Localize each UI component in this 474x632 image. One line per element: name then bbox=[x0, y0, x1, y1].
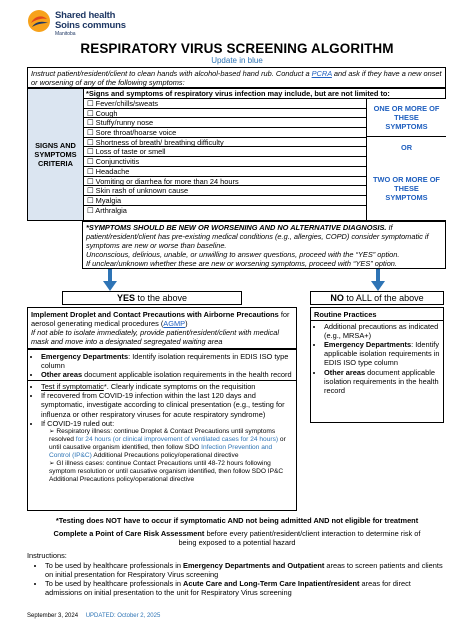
symptom-item[interactable]: ☐ Arthralgia bbox=[87, 205, 127, 215]
instructions-heading: Instructions: bbox=[27, 551, 67, 560]
symptom-item[interactable]: ☐ Fever/chills/sweats bbox=[84, 99, 366, 109]
yes-rest: to the above bbox=[134, 293, 188, 303]
routine-b2-rest: : Identify applicable isolation requirements in EDIS ISO type column bbox=[324, 340, 440, 368]
pcra-note bbox=[27, 529, 447, 547]
signs-symptoms-label: SIGNS AND SYMPTOMS CRITERIA bbox=[28, 89, 84, 220]
routine-title: Routine Practices bbox=[314, 310, 377, 319]
symptom-list bbox=[84, 99, 366, 215]
note-p2: Unconscious, delirious, unable, or unwilling to answer questions, proceed with the “YES” option. bbox=[86, 250, 400, 260]
one-or-more-label: ONE OR MORE OF THESE SYMPTOMS bbox=[367, 99, 446, 137]
implement-precautions-box bbox=[27, 307, 297, 349]
no-bold: NO bbox=[330, 293, 344, 303]
test-if-symptomatic-link[interactable]: Test if symptomatic bbox=[41, 382, 104, 392]
testing-note: *Testing does NOT have to occur if symptomatic AND not being admitted AND not eligible for treatment bbox=[55, 516, 419, 525]
implement-bold: Implement Droplet and Contact Precautions with Airborne Precautions bbox=[31, 310, 279, 319]
symptom-item[interactable]: ☐ Loss of taste or smell bbox=[84, 147, 366, 157]
i1-b: Emergency Departments and Outpatient bbox=[183, 561, 325, 570]
list-item bbox=[41, 419, 293, 484]
implement-italic: If not able to isolate immediately, provide patient/resident/client with medical mask and move into a designated segregated waiting area bbox=[31, 328, 279, 347]
arrow-down-icon bbox=[371, 269, 385, 291]
i2-a: To be used by healthcare professionals in bbox=[45, 579, 184, 588]
emerg-b1-bold: Emergency Departments bbox=[41, 352, 129, 361]
routine-b3-rest: document applicable isolation requirements in the health record bbox=[324, 367, 439, 395]
emerg-b2-bold: Other areas bbox=[41, 370, 83, 380]
note-bold: *SYMPTOMS SHOULD BE NEW OR WORSENING AND NO ALTERNATIVE DIAGNOSIS. bbox=[86, 223, 387, 232]
note-p3: If unclear/unknown whether these are new or worsening symptoms, proceed with “YES” option. bbox=[86, 259, 397, 269]
yes-actions-box bbox=[27, 349, 297, 511]
list-item: • If recovered from COVID-19 infection within the last 120 days and symptomatic, investigate according to clinical presentation (e.g., testing for influenza or other respiratory viruses for acute respiratory syndrome) bbox=[41, 391, 293, 418]
list-item bbox=[45, 561, 447, 579]
symptom-item[interactable]: ☐ Vomiting or diarrhea for more than 24 hours bbox=[84, 177, 366, 187]
list-item: ➢ Respiratory illness: continue Droplet & Contact Precautions until symptoms resolved for 24 hours (or clinical improvement of ventilated cases for 24 hours) or until causative organism identified, then follow SDO Infection Prevention and Control (IP&C) Additional Precautions policy/operational directive bbox=[49, 427, 286, 459]
list-item: ➢ GI illness cases: continue Contact Precautions until 48-72 hours following symptom resolution or until causative organism identified, then follow SDO IP&C Additional Precautions policy/operational directive bbox=[49, 459, 284, 483]
no-branch-label bbox=[310, 291, 444, 305]
symptom-item[interactable]: ☐ Cough bbox=[84, 109, 366, 119]
implement-rest: for aerosol generating medical procedures ( bbox=[31, 310, 290, 329]
footer bbox=[27, 613, 160, 619]
emerg-b5: If COVID-19 ruled out: bbox=[41, 418, 115, 428]
logo-text-line1: Shared health bbox=[55, 10, 116, 21]
list-item: • Additional precautions as indicated (e.g., MRSA+) bbox=[324, 322, 440, 340]
page-subtitle: Update in blue bbox=[211, 56, 263, 65]
emerg-b1-rest: : Identify isolation requirements in EDIS ISO type column bbox=[41, 352, 289, 371]
emerg-b3-rest: *. Clearly indicate symptoms on the requisition bbox=[103, 382, 256, 392]
logo-text-line3: Manitoba bbox=[55, 31, 76, 37]
signs-symptoms-header: *Signs and symptoms of respiratory virus infection may include, but are not limited to: bbox=[84, 89, 445, 99]
page-title: RESPIRATORY VIRUS SCREENING ALGORITHM bbox=[80, 41, 394, 56]
list-item bbox=[324, 340, 440, 367]
routine-b3-bold: Other areas bbox=[324, 367, 366, 377]
criteria-column bbox=[366, 99, 446, 220]
signs-symptoms-table bbox=[27, 88, 446, 221]
instructions-list bbox=[27, 561, 447, 597]
logo-text-line2: Soins communs bbox=[55, 20, 126, 31]
logo-mark-icon bbox=[27, 9, 51, 33]
arrow-down-icon bbox=[103, 269, 117, 291]
footer-date: September 3, 2024 bbox=[27, 613, 79, 619]
symptom-item[interactable]: ☐ Skin rash of unknown cause bbox=[84, 186, 366, 196]
i1-c: areas to screen patients and clients on initial presentation for Respiratory Virus screening bbox=[45, 561, 443, 579]
list-item bbox=[45, 579, 447, 597]
implement-close: ) bbox=[185, 319, 188, 329]
list-item bbox=[41, 382, 293, 391]
note-p1: If patient/resident/client has pre-existing medical conditions (e.g., allergies, COPD) consider symptomatic if symptoms are new or worse than baseline. bbox=[86, 223, 429, 251]
no-rest: to ALL of the above bbox=[343, 293, 424, 303]
s1-a: Respiratory illness: continue Droplet & Contact Precautions until symptoms resolved bbox=[49, 427, 276, 443]
yes-bold: YES bbox=[116, 293, 135, 303]
symptom-item[interactable]: ☐ Shortness of breath/ breathing difficulty bbox=[84, 138, 366, 148]
yes-branch-label bbox=[62, 291, 242, 305]
instruction-text-post: and ask if they have a new onset or worsening of any of the following symptoms: bbox=[31, 69, 442, 88]
two-or-more-label: TWO OR MORE OF THESE SYMPTOMS bbox=[367, 157, 446, 220]
pcra-bold: Complete a Point of Care Risk Assessment bbox=[53, 529, 205, 538]
symptoms-note-box bbox=[82, 221, 446, 269]
shared-health-logo bbox=[27, 9, 126, 39]
list-item bbox=[41, 352, 293, 370]
pcra-rest: before every patient/resident/client interaction to determine risk of being exposed to a potential hazard bbox=[178, 529, 421, 547]
s1-c: or until causative organism identified, then follow SDO bbox=[49, 435, 286, 451]
list-item bbox=[41, 370, 293, 379]
list-item bbox=[324, 368, 440, 395]
symptom-item[interactable]: ☐ Headache bbox=[84, 167, 366, 177]
routine-b2-bold: Emergency Departments bbox=[324, 340, 412, 350]
i2-c: areas for direct admissions on initial presentation to the unit for Respiratory Virus screening bbox=[45, 579, 411, 597]
symptom-item[interactable]: ☐ Myalgia bbox=[84, 196, 366, 206]
routine-practices-box bbox=[310, 307, 444, 423]
instruction-box bbox=[27, 67, 446, 88]
i1-a: To be used by healthcare professionals in bbox=[45, 561, 184, 570]
s1-e: Additional Precautions policy/operational directive bbox=[91, 451, 239, 459]
s1-b: for 24 hours (or clinical improvement of ventilated cases for 24 hours) bbox=[75, 435, 279, 443]
i2-b: Acute Care and Long-Term Care Inpatient/resident bbox=[183, 579, 360, 588]
symptom-item[interactable]: ☐ Conjunctivitis bbox=[84, 157, 366, 167]
instruction-text-pre: Instruct patient/resident/client to clean hands with alcohol-based hand rub. Conduct a bbox=[31, 69, 312, 78]
emerg-b2-rest: document applicable isolation requirements in the health record bbox=[82, 370, 292, 380]
ipc-link[interactable]: Infection Prevention and Control (IP&C) bbox=[49, 443, 273, 459]
symptom-item[interactable]: ☐ Stuffy/runny nose bbox=[84, 118, 366, 128]
symptom-item[interactable]: ☐ Sore throat/hoarse voice bbox=[84, 128, 366, 138]
footer-updated: UPDATED: October 2, 2025 bbox=[85, 613, 161, 619]
or-label: OR bbox=[367, 137, 446, 158]
s2: GI illness cases: continue Contact Precautions until 48-72 hours following symptom resolution or until causative organism identified, then follow SDO IP&C Additional Precautions policy/operational directive bbox=[49, 459, 284, 483]
pcra-link[interactable]: PCRA bbox=[311, 69, 332, 78]
agmp-link[interactable]: AGMP bbox=[163, 319, 186, 329]
